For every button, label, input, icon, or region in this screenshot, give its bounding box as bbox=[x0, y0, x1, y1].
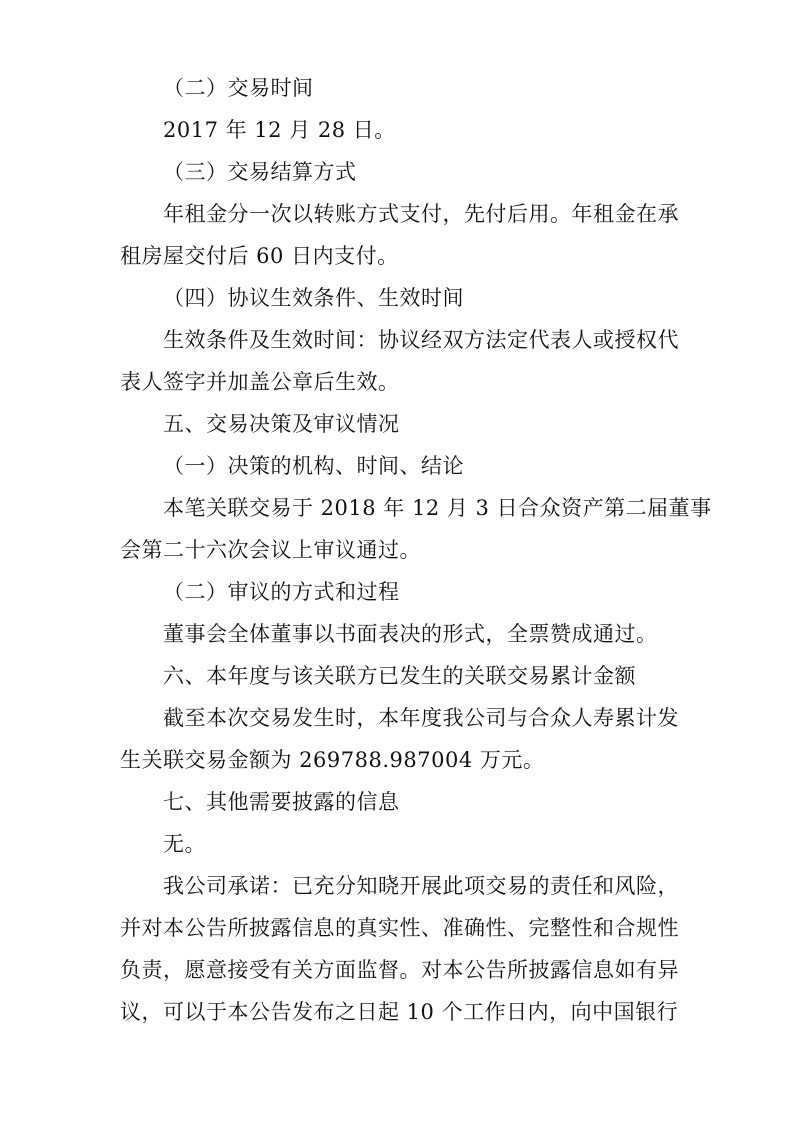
decision-paragraph-line: 会第二十六次会议上审议通过。 bbox=[120, 538, 421, 562]
cumulative-paragraph-line: 生关联交易金额为 269788.987004 万元。 bbox=[120, 748, 545, 772]
settlement-paragraph-line: 年租金分一次以转账方式支付，先付后用。年租金在承 bbox=[163, 202, 679, 226]
other-heading: 七、其他需要披露的信息 bbox=[163, 790, 400, 814]
trade-time-heading: （二）交易时间 bbox=[163, 76, 314, 100]
decision-heading: 五、交易决策及审议情况 bbox=[163, 412, 400, 436]
cumulative-heading: 六、本年度与该关联方已发生的关联交易累计金额 bbox=[163, 664, 636, 688]
commitment-paragraph-line: 负责，愿意接受有关方面监督。对本公告所披露信息如有异 bbox=[120, 958, 679, 982]
settlement-heading: （三）交易结算方式 bbox=[163, 160, 357, 184]
effect-paragraph-line: 生效条件及生效时间：协议经双方法定代表人或授权代 bbox=[163, 328, 679, 352]
trade-time-value: 2017 年 12 月 28 日。 bbox=[163, 118, 396, 142]
settlement-paragraph-line: 租房屋交付后 60 日内支付。 bbox=[120, 244, 399, 268]
commitment-paragraph-line: 我公司承诺：已充分知晓开展此项交易的责任和风险， bbox=[163, 874, 679, 898]
other-value: 无。 bbox=[163, 832, 206, 856]
decision-paragraph-line: 本笔关联交易于 2018 年 12 月 3 日合众资产第二届董事 bbox=[163, 496, 712, 520]
review-heading: （二）审议的方式和过程 bbox=[163, 580, 400, 604]
effect-paragraph-line: 表人签字并加盖公章后生效。 bbox=[120, 370, 400, 394]
cumulative-paragraph-line: 截至本次交易发生时，本年度我公司与合众人寿累计发 bbox=[163, 706, 679, 730]
commitment-paragraph-line: 并对本公告所披露信息的真实性、准确性、完整性和合规性 bbox=[120, 916, 679, 940]
review-paragraph-line: 董事会全体董事以书面表决的形式，全票赞成通过。 bbox=[163, 622, 658, 646]
decision-subheading: （一）决策的机构、时间、结论 bbox=[163, 454, 464, 478]
effect-heading: （四）协议生效条件、生效时间 bbox=[163, 286, 464, 310]
commitment-paragraph-line: 议，可以于本公告发布之日起 10 个工作日内，向中国银行 bbox=[120, 1000, 679, 1024]
